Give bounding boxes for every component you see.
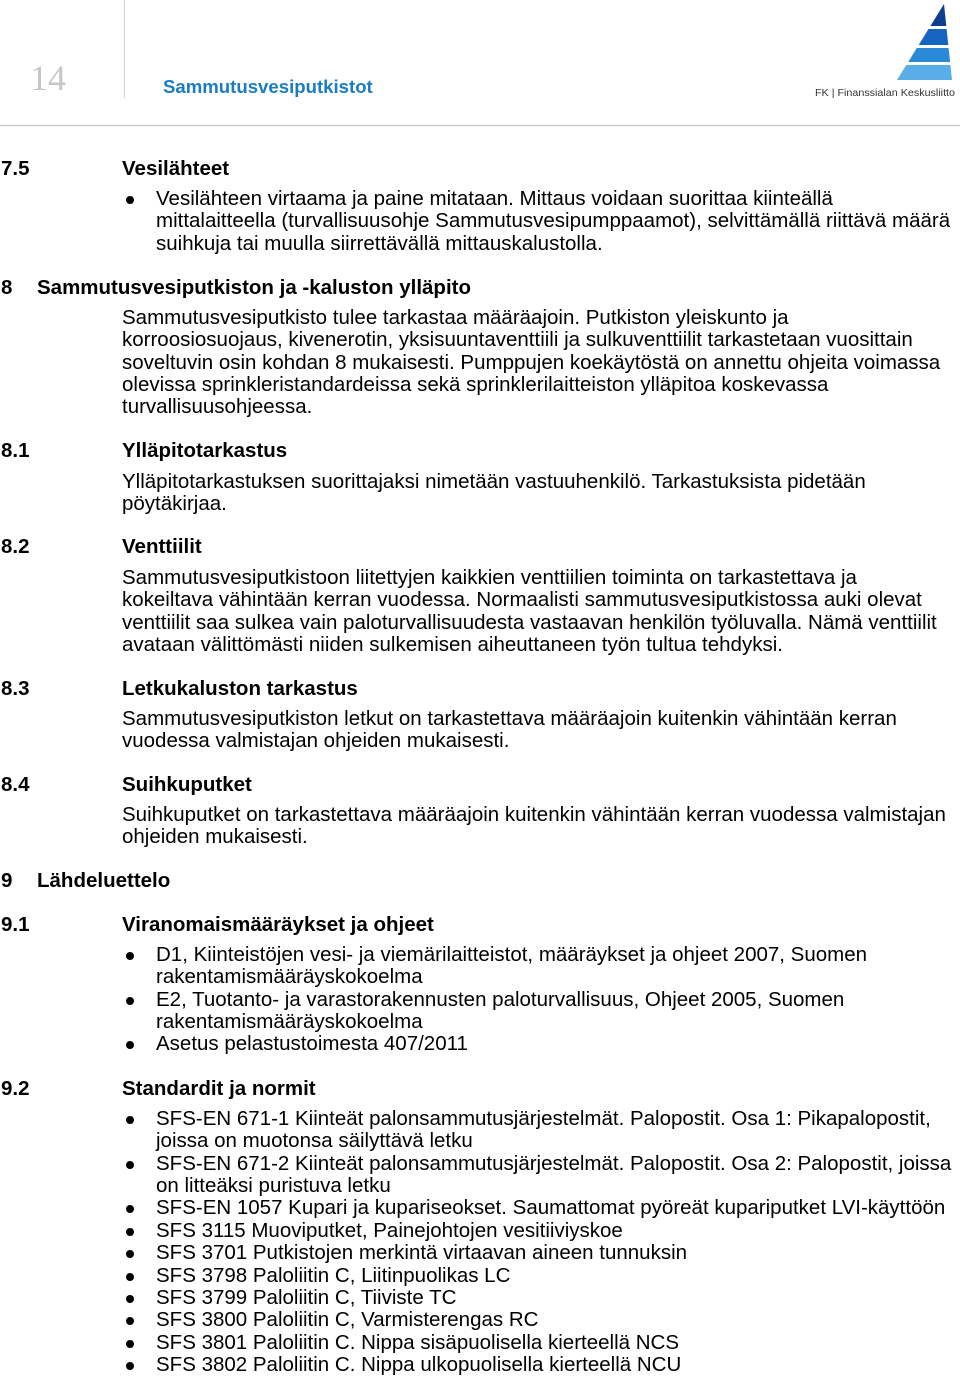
bullet-icon [126,1228,134,1236]
section-heading-8-2 [0,536,960,558]
bullet-list [122,944,867,1056]
bullet-icon [126,196,134,204]
text-line: SFS 3802 Paloliitin C. Nippa ulkopuolisella kierteellä NCU [156,1352,682,1376]
list-item [122,1033,867,1055]
bullet-list [122,1108,951,1376]
section-number: 8.4 [1,773,30,796]
section-heading-7-5 [0,158,960,180]
paragraph [122,804,946,849]
list-item [122,1108,951,1153]
section-number: 8 [1,276,13,299]
logo-band-2 [919,29,949,45]
section-heading-8-3 [0,678,960,700]
list-item [122,188,950,255]
section-number: 8.1 [1,439,30,462]
section-number: 9 [1,869,13,892]
text-line: rakentamismääräyskokoelma [156,965,423,989]
text-line: ohjeiden mukaisesti. [122,825,308,849]
text-line: Suihkuputket on tarkastettava määräajoin kuitenkin vähintään kerran vuodessa valmistajan [122,803,946,826]
header-divider [124,0,125,98]
list-item [122,1309,951,1331]
text-line: soveltuvin osin kohdan 8 mukaisesti. Pumppujen koekäytöstä on annettu ohjeita voimassa [122,350,941,374]
text-line: E2, Tuotanto- ja varastorakennusten paloturvallisuus, Ohjeet 2005, Suomen [156,987,845,1011]
logo-band-3 [908,48,950,62]
bullet-icon [126,1161,134,1169]
section-heading-9 [0,870,960,892]
section-number: 8.3 [1,677,30,700]
text-line: olevissa sprinkleristandardeissa sekä sprinklerilaitteiston ylläpitoa koskevassa [122,373,829,397]
list-item [122,1197,951,1219]
section-title: Vesilähteet [122,157,230,180]
text-line: Sammutusvesiputkistoon liitettyjen kaikkien venttiilien toiminta on tarkastettava ja [122,566,857,589]
page-number: 14 [30,58,66,98]
header-rule [0,125,960,126]
text-line: pöytäkirjaa. [122,492,227,516]
text-line: on litteäksi puristuva letku [156,1174,391,1198]
text-line: venttiilit saa sulkea vain paloturvallisuudesta vastaavan henkilön työluvalla. Nämä venttiilit [122,610,937,634]
section-title: Lähdeluettelo [37,869,171,892]
text-line: korroosiosuojaus, kivenerotin, yksisuuntaventtiili ja sulkuventtiilit tarkastetaan vuosittain [122,328,913,352]
text-line: SFS 3701 Putkistojen merkintä virtaavan aineen tunnuksin [156,1241,688,1265]
running-title: Sammutusvesiputkistot [163,76,373,97]
text-line: SFS-EN 1057 Kupari ja kupariseokset. Saumattomat pyöreät kupariputket LVI-käyttöön [156,1196,946,1220]
section-number: 9.1 [1,913,30,936]
text-line: SFS 3799 Paloliitin C, Tiiviste TC [156,1285,457,1309]
text-line: rakentamismääräyskokoelma [156,1010,423,1034]
section-title: Letkukaluston tarkastus [122,677,358,700]
text-line: SFS 3801 Paloliitin C. Nippa sisäpuolisella kierteellä NCS [156,1330,680,1354]
text-line: avataan välittömästi niiden sulkemisen aiheuttaneen työn tultua tehdyksi. [122,633,783,657]
list-item [122,989,867,1034]
text-line: Sammutusvesiputkisto tulee tarkastaa määräajoin. Putkiston yleiskunto ja [122,306,789,329]
text-line: turvallisuusohjeessa. [122,395,313,419]
section-title: Standardit ja normit [122,1077,316,1100]
bullet-icon [126,1041,134,1049]
text-line: SFS 3798 Paloliitin C, Liitinpuolikas LC [156,1263,511,1287]
text-line: SFS-EN 671-2 Kiinteät palonsammutusjärjestelmät. Palopostit. Osa 2: Palopostit, joissa [156,1151,952,1175]
bullet-icon [126,997,134,1005]
list-item [122,1332,951,1354]
text-line: Ylläpitotarkastuksen suorittajaksi nimetään vastuuhenkilö. Tarkastuksista pidetään [122,470,866,493]
paragraph [122,471,866,516]
text-line: SFS-EN 671-1 Kiinteät palonsammutusjärjestelmät. Palopostit. Osa 1: Pikapalopostit, [156,1107,931,1130]
section-title: Viranomaismääräykset ja ohjeet [122,913,434,936]
text-line: Asetus pelastustoimesta 407/2011 [156,1032,468,1056]
logo-band-1 [930,4,946,26]
section-heading-9-1 [0,914,960,936]
text-line: D1, Kiinteistöjen vesi- ja viemärilaitteistot, määräykset ja ohjeet 2007, Suomen [156,943,868,966]
bullet-icon [126,1317,134,1325]
text-line: mittalaitteella (turvallisuusohje Sammutusvesipumppaamot), selvittämällä riittävä määrä [156,209,951,233]
section-title: Ylläpitotarkastus [122,439,288,462]
text-line: vuodessa valmistajan ohjeiden mukaisesti. [122,729,510,753]
section-heading-8 [0,277,960,299]
list-item [122,1242,951,1264]
bullet-icon [126,1362,134,1370]
bullet-icon [126,1250,134,1258]
bullet-icon [126,1273,134,1281]
bullet-icon [126,1205,134,1213]
section-heading-8-4 [0,774,960,796]
logo-band-4 [897,65,952,80]
bullet-icon [126,1116,134,1124]
paragraph [122,307,940,419]
list-item [122,1220,951,1242]
text-line: suihkuja tai muulla siirrettävällä mittauskalustolla. [156,231,603,255]
list-item [122,944,867,989]
bullet-icon [126,1340,134,1348]
list-item [122,1287,951,1309]
paragraph [122,567,937,656]
section-heading-8-1 [0,440,960,462]
section-heading-9-2 [0,1078,960,1100]
bullet-icon [126,952,134,960]
section-number: 7.5 [1,157,30,180]
text-line: kokeiltava vähintään kerran vuodessa. Normaalisti sammutusvesiputkistossa auki olevat [122,588,922,612]
fk-logo-icon [808,0,960,100]
section-number: 9.2 [1,1077,30,1100]
section-title: Venttiilit [122,535,202,558]
paragraph [122,708,897,753]
text-line: SFS 3800 Paloliitin C, Varmisterengas RC [156,1308,539,1332]
section-number: 8.2 [1,535,30,558]
section-title: Sammutusvesiputkiston ja -kaluston ylläpito [37,276,472,299]
logo-text: FK | Finanssialan Keskusliitto [815,87,956,99]
text-line: SFS 3115 Muoviputket, Painejohtojen vesitiiviyskoe [156,1218,623,1242]
list-item [122,1354,951,1376]
list-item [122,1153,951,1198]
text-line: joissa on muotonsa säilyttävä letku [156,1129,473,1153]
text-line: Sammutusvesiputkiston letkut on tarkastettava määräajoin kuitenkin vähintään kerran [122,707,897,730]
text-line: Vesilähteen virtaama ja paine mitataan. Mittaus voidaan suorittaa kiinteällä [156,187,833,210]
bullet-list [122,188,950,255]
bullet-icon [126,1295,134,1303]
list-item [122,1265,951,1287]
section-title: Suihkuputket [122,773,252,796]
